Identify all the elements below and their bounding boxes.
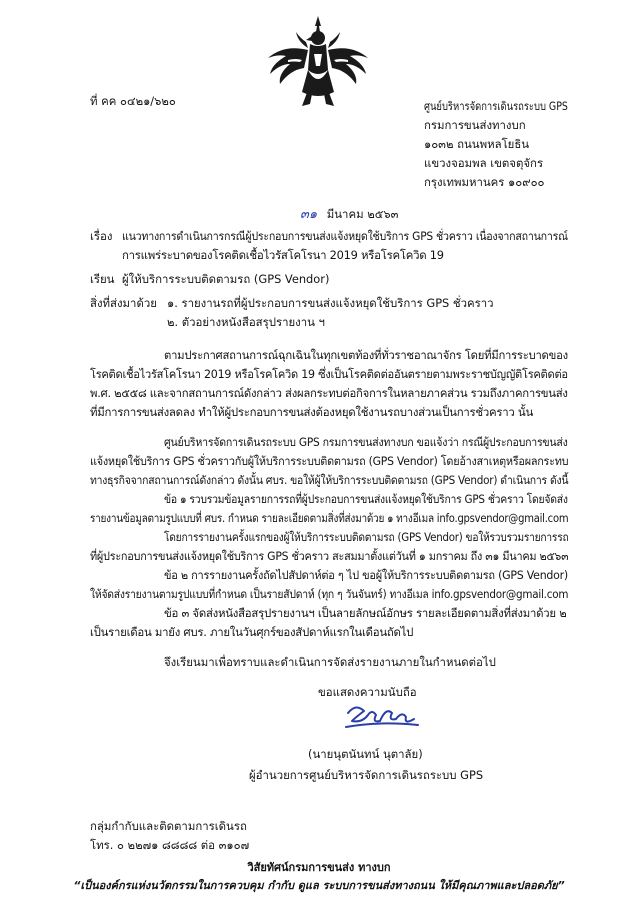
reference-number-text: ที่ คค ๐๔๒๑/๖๒๐ xyxy=(90,94,176,108)
complimentary-closing: ขอแสดงความนับถือ xyxy=(318,685,417,699)
signatory-position: ผู้อำนวยการศูนย์บริหารจัดการเดินรถระบบ GPS xyxy=(249,768,484,782)
paragraph-line: โดยการรายงานครั้งแรกของผู้ให้บริการระบบติดตามรถ (GPS Vendor) ขอให้รวบรวมรายการรถ xyxy=(164,530,569,544)
sender-line: แขวงจอมพล เขตจตุจักร xyxy=(424,156,544,170)
paragraph-line: ตามประกาศสถานการณ์ฉุกเฉินในทุกเขตท้องที่ทั่วราชอาณาจักร โดยที่มีการระบาดของ xyxy=(164,348,568,362)
subject-label: เรื่อง xyxy=(90,229,113,243)
paragraph-line: พ.ศ. ๒๕๕๘ และจากสถานการณ์ดังกล่าว ส่งผลกระทบต่อกิจการในหลายภาคส่วน รวมถึงภาคการขนส่ง xyxy=(90,386,568,400)
paragraph-line: ที่มีการการขนส่งลดลง ทำให้ผู้ประกอบการขนส่งต้องหยุดใช้งานรถบางส่วนเป็นการชั่วคราว นั้น xyxy=(90,405,533,419)
vision-title: วิสัยทัศน์กรมการขนส่ง ทางบก xyxy=(247,861,391,874)
paragraph-line: เป็นรายเดือน มายัง ศบร. ภายในวันศุกร์ของสัปดาห์แรกในเดือนถัดไป xyxy=(90,625,414,639)
paragraph-line: แจ้งหยุดใช้บริการ GPS ชั่วคราวกับผู้ให้บริการระบบติดตามรถ (GPS Vendor) โดยอ้างสาเหตุหรือผลกระทบ xyxy=(90,454,569,468)
subject-line: การแพร่ระบาดของโรคติดเชื้อไวรัสโคโรนา 2019 หรือโรคโควิด 19 xyxy=(122,248,444,262)
attachments-label: สิ่งที่ส่งมาด้วย xyxy=(90,296,157,310)
sender-line: ๑๐๓๒ ถนนพหลโยธิน xyxy=(424,137,530,151)
paragraph-line: ศูนย์บริหารจัดการเดินรถระบบ GPS กรมการขนส่งทางบก ขอแจ้งว่า กรณีผู้ประกอบการขนส่ง xyxy=(164,435,568,449)
date-month-year: มีนาคม ๒๕๖๓ xyxy=(326,207,399,221)
division-name: กลุ่มกำกับและติดตามการเดินรถ xyxy=(90,819,247,833)
sender-line: กรมการขนส่งทางบก xyxy=(424,118,526,132)
sender-line: กรุงเทพมหานคร ๑๐๙๐๐ xyxy=(424,175,545,189)
paragraph-line: ทางธุรกิจจากสถานการณ์ดังกล่าว ดังนั้น ศบร. ขอให้ผู้ให้บริการระบบติดตามรถ (GPS Vendor) ดำเนินการ ดังนี้ xyxy=(90,473,569,487)
handwritten-signature xyxy=(342,699,422,737)
attachment-item: ๑. รายงานรถที่ผู้ประกอบการขนส่งแจ้งหยุดใช้บริการ GPS ชั่วคราว xyxy=(167,296,494,310)
closing-request: จึงเรียนมาเพื่อทราบและดำเนินการจัดส่งรายงานภายในกำหนดต่อไป xyxy=(164,655,496,669)
recipient-text: ผู้ให้บริการระบบติดตามรถ (GPS Vendor) xyxy=(122,272,330,286)
paragraph-line: ข้อ ๓ จัดส่งหนังสือสรุปรายงานฯ เป็นลายลักษณ์อักษร รายละเอียดตามสิ่งที่ส่งมาด้วย ๒ xyxy=(164,606,567,620)
reference-number xyxy=(90,93,176,111)
contact-phone: โทร. ๐ ๒๒๗๑ ๘๘๘๘ ต่อ ๓๑๐๗ xyxy=(90,838,250,852)
paragraph-line: ที่ผู้ประกอบการขนส่งแจ้งหยุดใช้บริการ GPS ชั่วคราว สะสมมาตั้งแต่วันที่ ๑ มกราคม ถึง ๓๑ มีนาคม ๒๕๖๓ xyxy=(90,549,569,563)
date-day-handwritten: ๓๑ xyxy=(300,207,318,222)
letter-date xyxy=(300,203,398,224)
sender-line: ศูนย์บริหารจัดการเดินรถระบบ GPS xyxy=(424,99,568,113)
paragraph-line: โรคติดเชื้อไวรัสโคโรนา 2019 หรือโรคโควิด 19 ซึ่งเป็นโรคติดต่ออันตรายตามพระราชบัญญัติโรคติดต่อ xyxy=(90,367,568,381)
paragraph-line: ข้อ ๑ รวบรวมข้อมูลรายการรถที่ผู้ประกอบการขนส่งแจ้งหยุดใช้บริการ GPS ชั่วคราว โดยจัดส่ง xyxy=(164,492,568,506)
paragraph-line: รายงานข้อมูลตามรูปแบบที่ ศบร. กำหนด รายละเอียดตามสิ่งที่ส่งมาด้วย ๑ ทางอีเมล info.gpsvendor@gmail.com xyxy=(90,511,569,525)
vision-statement: “เป็นองค์กรแห่งนวัตกรรมในการควบคุม กำกับ ดูแล ระบบการขนส่งทางถนน ให้มีคุณภาพและปลอดภัย” xyxy=(73,879,565,892)
recipient-label: เรียน xyxy=(90,272,115,286)
signatory-name: (นายนุตนันทน์ นุตาลัย) xyxy=(308,747,423,761)
attachment-item: ๒. ตัวอย่างหนังสือสรุปรายงาน ฯ xyxy=(167,315,325,329)
subject-line: แนวทางการดำเนินการกรณีผู้ประกอบการขนส่งแจ้งหยุดใช้บริการ GPS ชั่วคราว เนื่องจากสถานการณ์ xyxy=(122,229,568,243)
paragraph-line: ให้จัดส่งรายงานตามรูปแบบที่กำหนด เป็นรายสัปดาห์ (ทุก ๆ วันจันทร์) ทางอีเมล info.gpsvendor@gmail.com xyxy=(90,587,569,601)
paragraph-line: ข้อ ๒ การรายงานครั้งถัดไปสัปดาห์ต่อ ๆ ไป ขอผู้ให้บริการระบบติดตามรถ (GPS Vendor) xyxy=(164,568,568,582)
garuda-emblem-icon xyxy=(264,14,372,110)
